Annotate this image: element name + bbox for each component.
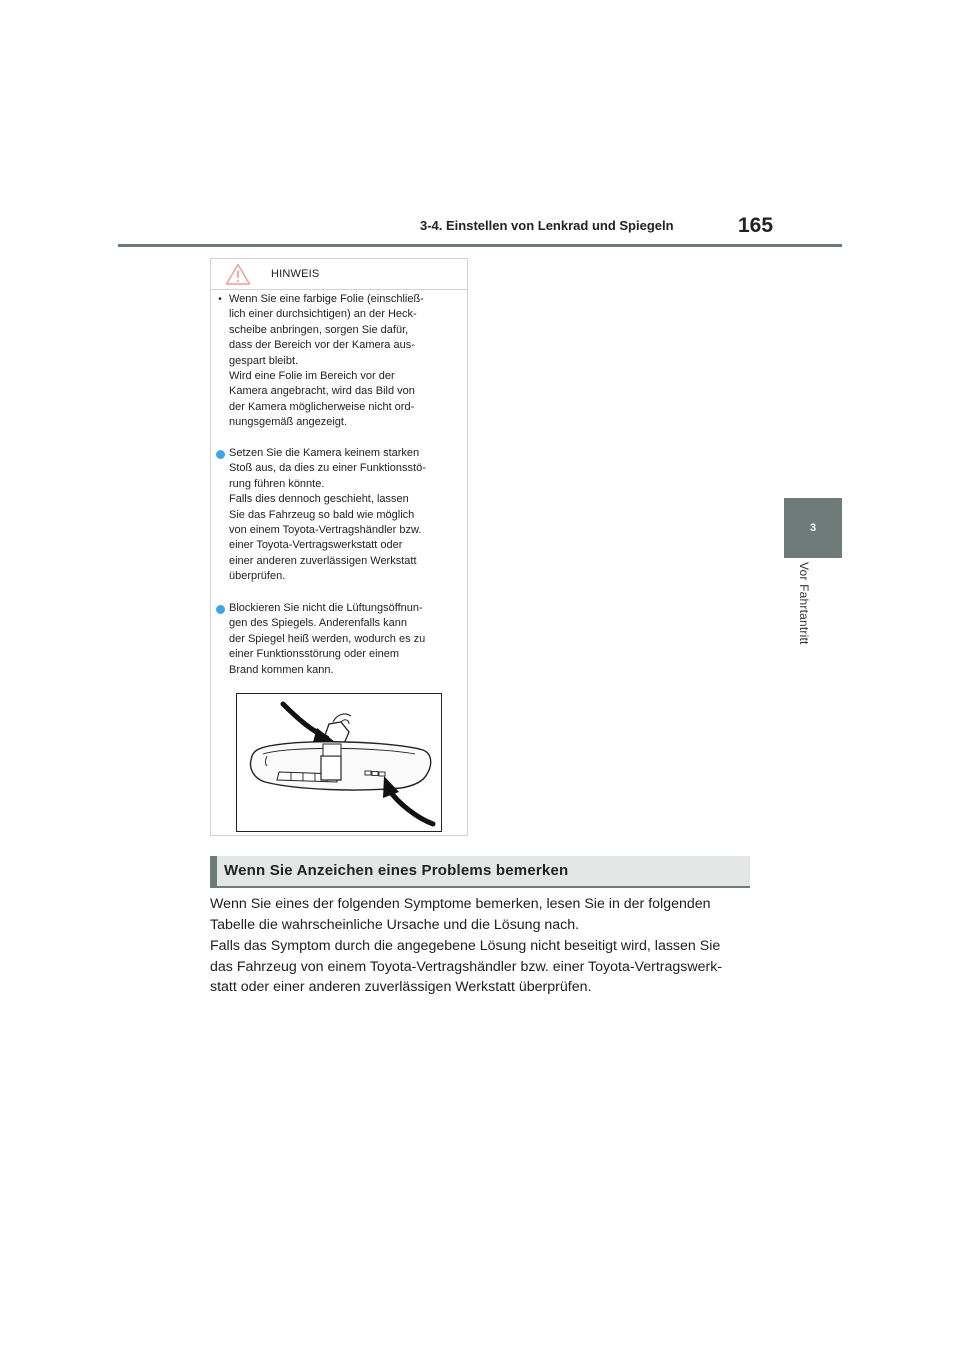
notice-item-text: Blockieren Sie nicht die Lüftungsöffnun- gen des Spiegels. Anderenfalls kann der Spiegel heiß werden, wodurch es zu einer Funktionsstörung oder einem Brand kommen kann. xyxy=(229,602,426,676)
running-header-section: 3-4. Einstellen von Lenkrad und Spiegeln xyxy=(420,218,674,233)
blue-dot-marker xyxy=(216,450,225,459)
mirror-drawing xyxy=(237,694,441,831)
section-heading-text: Wenn Sie Anzeichen eines Problems bemerken xyxy=(224,862,569,879)
notice-item-text: Setzen Sie die Kamera keinem starken Stoß aus, da dies zu einer Funktionsstö- rung führen könnte. Falls dies dennoch geschieht, lassen Sie das Fahrzeug so bald wie möglich von einem Toyota-Vertragshändler bzw. einer Toyota-Vertragswerkstatt oder einer anderen zuverlässigen Werkstatt überprüfen. xyxy=(229,447,426,583)
notice-item xyxy=(213,601,461,678)
notice-title: HINWEIS xyxy=(271,268,320,280)
bullet-marker: • xyxy=(218,294,222,305)
page-number: 165 xyxy=(738,214,774,237)
header-divider xyxy=(118,244,842,247)
chapter-number: 3 xyxy=(809,522,817,534)
notice-item xyxy=(213,446,461,585)
blue-dot-marker xyxy=(216,605,225,614)
section-heading xyxy=(210,856,750,888)
notice-item-text: Wenn Sie eine farbige Folie (einschließ- lich einer durchsichtigen) an der Heck- scheibe anbringen, sorgen Sie dafür, dass der Bereich vor der Kamera aus- gespart bleibt. Wird eine Folie im Bereich vor der Kamera angebracht, wird das Bild von der Kamera möglicherweise nicht ord- nungsgemäß angezeigt. xyxy=(229,293,424,429)
notice-item xyxy=(213,292,461,431)
section-heading-accent xyxy=(210,856,217,886)
chapter-tab xyxy=(784,498,842,558)
notice-header xyxy=(211,259,467,290)
rear-view-mirror-illustration xyxy=(236,693,442,832)
body-paragraph: Falls das Symptom durch die angegebene Lösung nicht beseitigt wird, lassen Sie das Fahrzeug von einem Toyota-Vertragshändler bzw. einer Toyota-Vertragswerk- statt oder einer anderen zuverlässigen Werkstatt überprüfen. xyxy=(210,938,723,995)
warning-triangle-icon xyxy=(225,263,251,285)
chapter-side-label: Vor Fahrtantritt xyxy=(797,562,811,645)
body-paragraph: Wenn Sie eines der folgenden Symptome bemerken, lesen Sie in der folgenden Tabelle die wahrscheinliche Ursache und die Lösung nach. xyxy=(210,896,711,933)
